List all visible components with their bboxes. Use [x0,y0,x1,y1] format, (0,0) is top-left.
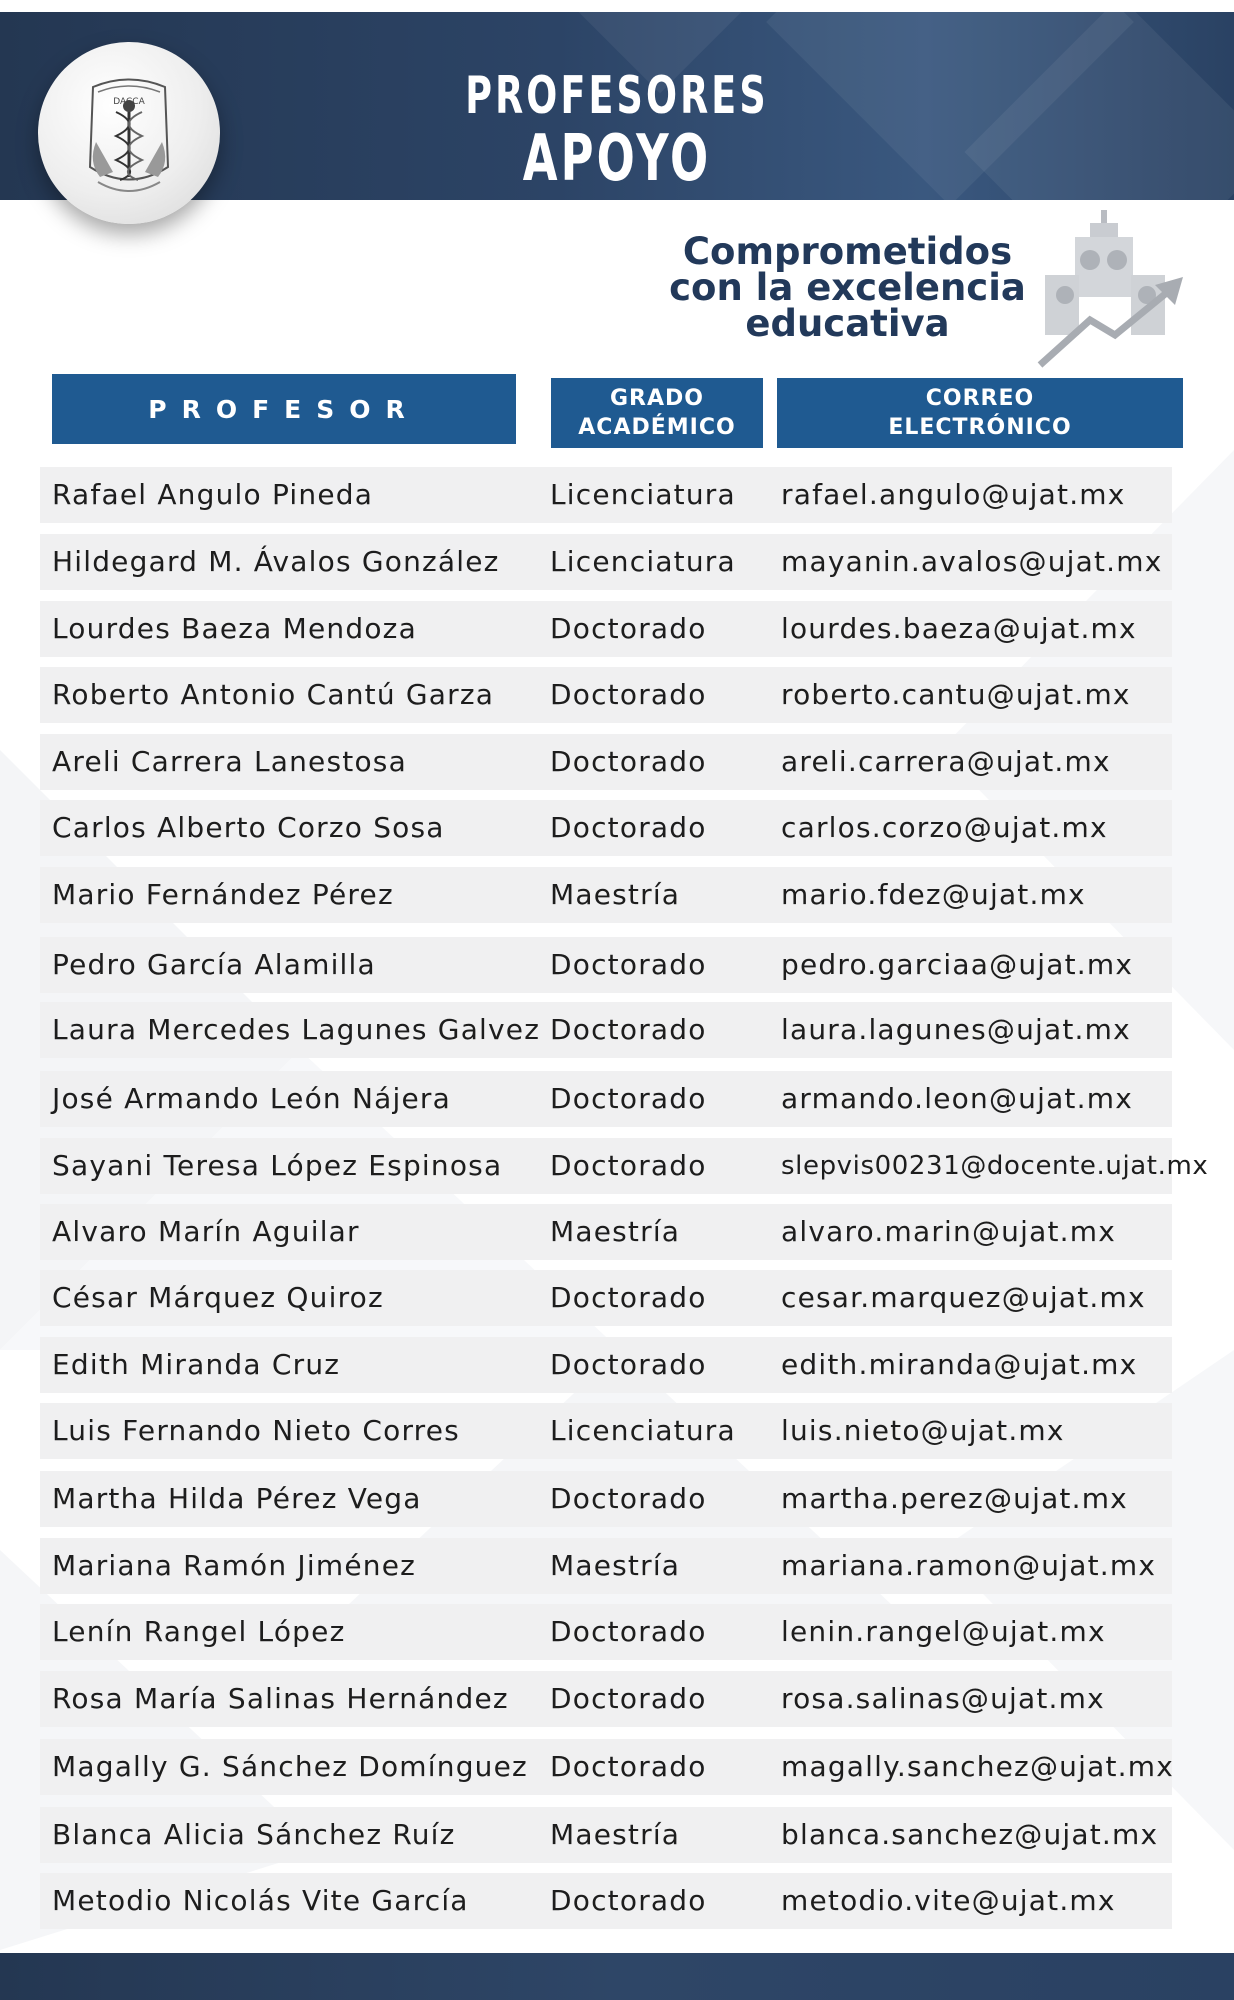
column-header-correo [777,378,1183,448]
email-link[interactable]: armando.leon@ujat.mx [781,1082,1133,1115]
tagline-line3: educativa [745,302,950,345]
professor-name: Pedro García Alamilla [52,948,376,981]
table-row [40,937,1172,993]
footer-band [0,1953,1234,2000]
table-row [40,1671,1172,1727]
building-growth-icon [1035,205,1185,375]
table-row [40,1604,1172,1660]
academic-degree: Doctorado [550,1884,707,1917]
professor-name: Lourdes Baeza Mendoza [52,612,417,645]
email-link[interactable]: mario.fdez@ujat.mx [781,878,1086,911]
academic-degree: Doctorado [550,745,707,778]
email-link[interactable]: metodio.vite@ujat.mx [781,1884,1116,1917]
professor-name: Martha Hilda Pérez Vega [52,1482,422,1515]
professor-name: Areli Carrera Lanestosa [52,745,407,778]
table-row [40,1538,1172,1594]
column-header-grado-line2: ACADÉMICO [578,415,736,440]
academic-degree: Maestría [550,1818,681,1851]
professor-name: Edith Miranda Cruz [52,1348,341,1381]
professor-name: Rafael Angulo Pineda [52,478,374,511]
email-link[interactable]: mariana.ramon@ujat.mx [781,1549,1157,1582]
column-header-correo-line2: ELECTRÓNICO [888,415,1072,440]
column-header-grado [551,378,763,448]
academic-degree: Doctorado [550,1682,707,1715]
table-row [40,867,1172,923]
professor-name: Rosa María Salinas Hernández [52,1682,509,1715]
table-row [40,1807,1172,1863]
academic-degree: Doctorado [550,1348,707,1381]
email-link[interactable]: pedro.garciaa@ujat.mx [781,948,1134,981]
column-header-grado-line1: GRADO [610,386,704,411]
professor-name: Mariana Ramón Jiménez [52,1549,417,1582]
academic-degree: Doctorado [550,1482,707,1515]
page-title-line1: PROFESORES [465,66,769,126]
academic-degree: Doctorado [550,1013,707,1046]
table-row [40,667,1172,723]
academic-degree: Doctorado [550,1082,707,1115]
email-link[interactable]: blanca.sanchez@ujat.mx [781,1818,1159,1851]
professor-name: Alvaro Marín Aguilar [52,1215,360,1248]
table-row [40,1002,1172,1058]
svg-text:DACCA: DACCA [113,97,145,107]
table-row [40,467,1172,523]
academic-degree: Doctorado [550,612,707,645]
seal-emblem-icon [38,42,220,224]
email-link[interactable]: laura.lagunes@ujat.mx [781,1013,1131,1046]
tagline-line2: con la excelencia [669,266,1026,309]
academic-degree: Licenciatura [550,478,736,511]
email-link[interactable]: lourdes.baeza@ujat.mx [781,612,1137,645]
column-header-profesor [52,374,516,444]
email-link[interactable]: edith.miranda@ujat.mx [781,1348,1138,1381]
table-row [40,1337,1172,1393]
page-title-line2: APOYO [522,122,712,196]
column-header-profesor-label: PROFESOR [148,394,420,424]
tagline-line1: Comprometidos [682,230,1013,273]
academic-degree: Maestría [550,1215,681,1248]
university-seal-logo [38,42,220,224]
table-row [40,601,1172,657]
table-row [40,1873,1172,1929]
professor-name: Magally G. Sánchez Domínguez [52,1750,528,1783]
academic-degree: Doctorado [550,811,707,844]
academic-degree: Doctorado [550,948,707,981]
professor-name: Blanca Alicia Sánchez Ruíz [52,1818,456,1851]
email-link[interactable]: carlos.corzo@ujat.mx [781,811,1108,844]
email-link[interactable]: martha.perez@ujat.mx [781,1482,1128,1515]
professor-name: Metodio Nicolás Vite García [52,1884,469,1917]
professor-name: Roberto Antonio Cantú Garza [52,678,495,711]
professor-name: César Márquez Quiroz [52,1281,384,1314]
academic-degree: Doctorado [550,1615,707,1648]
academic-degree: Licenciatura [550,1414,736,1447]
email-link[interactable]: rosa.salinas@ujat.mx [781,1682,1105,1715]
academic-degree: Licenciatura [550,545,736,578]
email-link[interactable]: alvaro.marin@ujat.mx [781,1215,1116,1248]
email-link[interactable]: luis.nieto@ujat.mx [781,1414,1065,1447]
professor-name: Sayani Teresa López Espinosa [52,1149,503,1182]
table-row [40,800,1172,856]
column-header-correo-line1: CORREO [925,386,1035,411]
table-row [40,534,1172,590]
academic-degree: Maestría [550,1549,681,1582]
professor-name: Mario Fernández Pérez [52,878,394,911]
academic-degree: Doctorado [550,1149,707,1182]
table-row [40,1403,1172,1459]
professor-name: Luis Fernando Nieto Corres [52,1414,460,1447]
table-row [40,1138,1209,1194]
professor-name: José Armando León Nájera [52,1082,451,1115]
email-link[interactable]: mayanin.avalos@ujat.mx [781,545,1163,578]
academic-degree: Doctorado [550,1281,707,1314]
professor-name: Hildegard M. Ávalos González [52,545,500,578]
tagline [640,230,1055,345]
email-link[interactable]: areli.carrera@ujat.mx [781,745,1111,778]
email-link[interactable]: magally.sanchez@ujat.mx [781,1750,1174,1783]
email-link[interactable]: cesar.marquez@ujat.mx [781,1281,1146,1314]
email-link[interactable]: roberto.cantu@ujat.mx [781,678,1131,711]
table-row [40,734,1172,790]
professor-name: Laura Mercedes Lagunes Galvez [52,1013,541,1046]
email-link[interactable]: lenin.rangel@ujat.mx [781,1615,1106,1648]
professor-name: Lenín Rangel López [52,1615,346,1648]
professor-name: Carlos Alberto Corzo Sosa [52,811,445,844]
academic-degree: Doctorado [550,678,707,711]
email-link[interactable]: slepvis00231@docente.ujat.mx [781,1151,1209,1181]
table-row [40,1270,1172,1326]
academic-degree: Maestría [550,878,681,911]
table-row [40,1739,1172,1795]
academic-degree: Doctorado [550,1750,707,1783]
table-row [40,1471,1172,1527]
table-row [40,1071,1172,1127]
email-link[interactable]: rafael.angulo@ujat.mx [781,478,1126,511]
table-row [40,1204,1172,1260]
